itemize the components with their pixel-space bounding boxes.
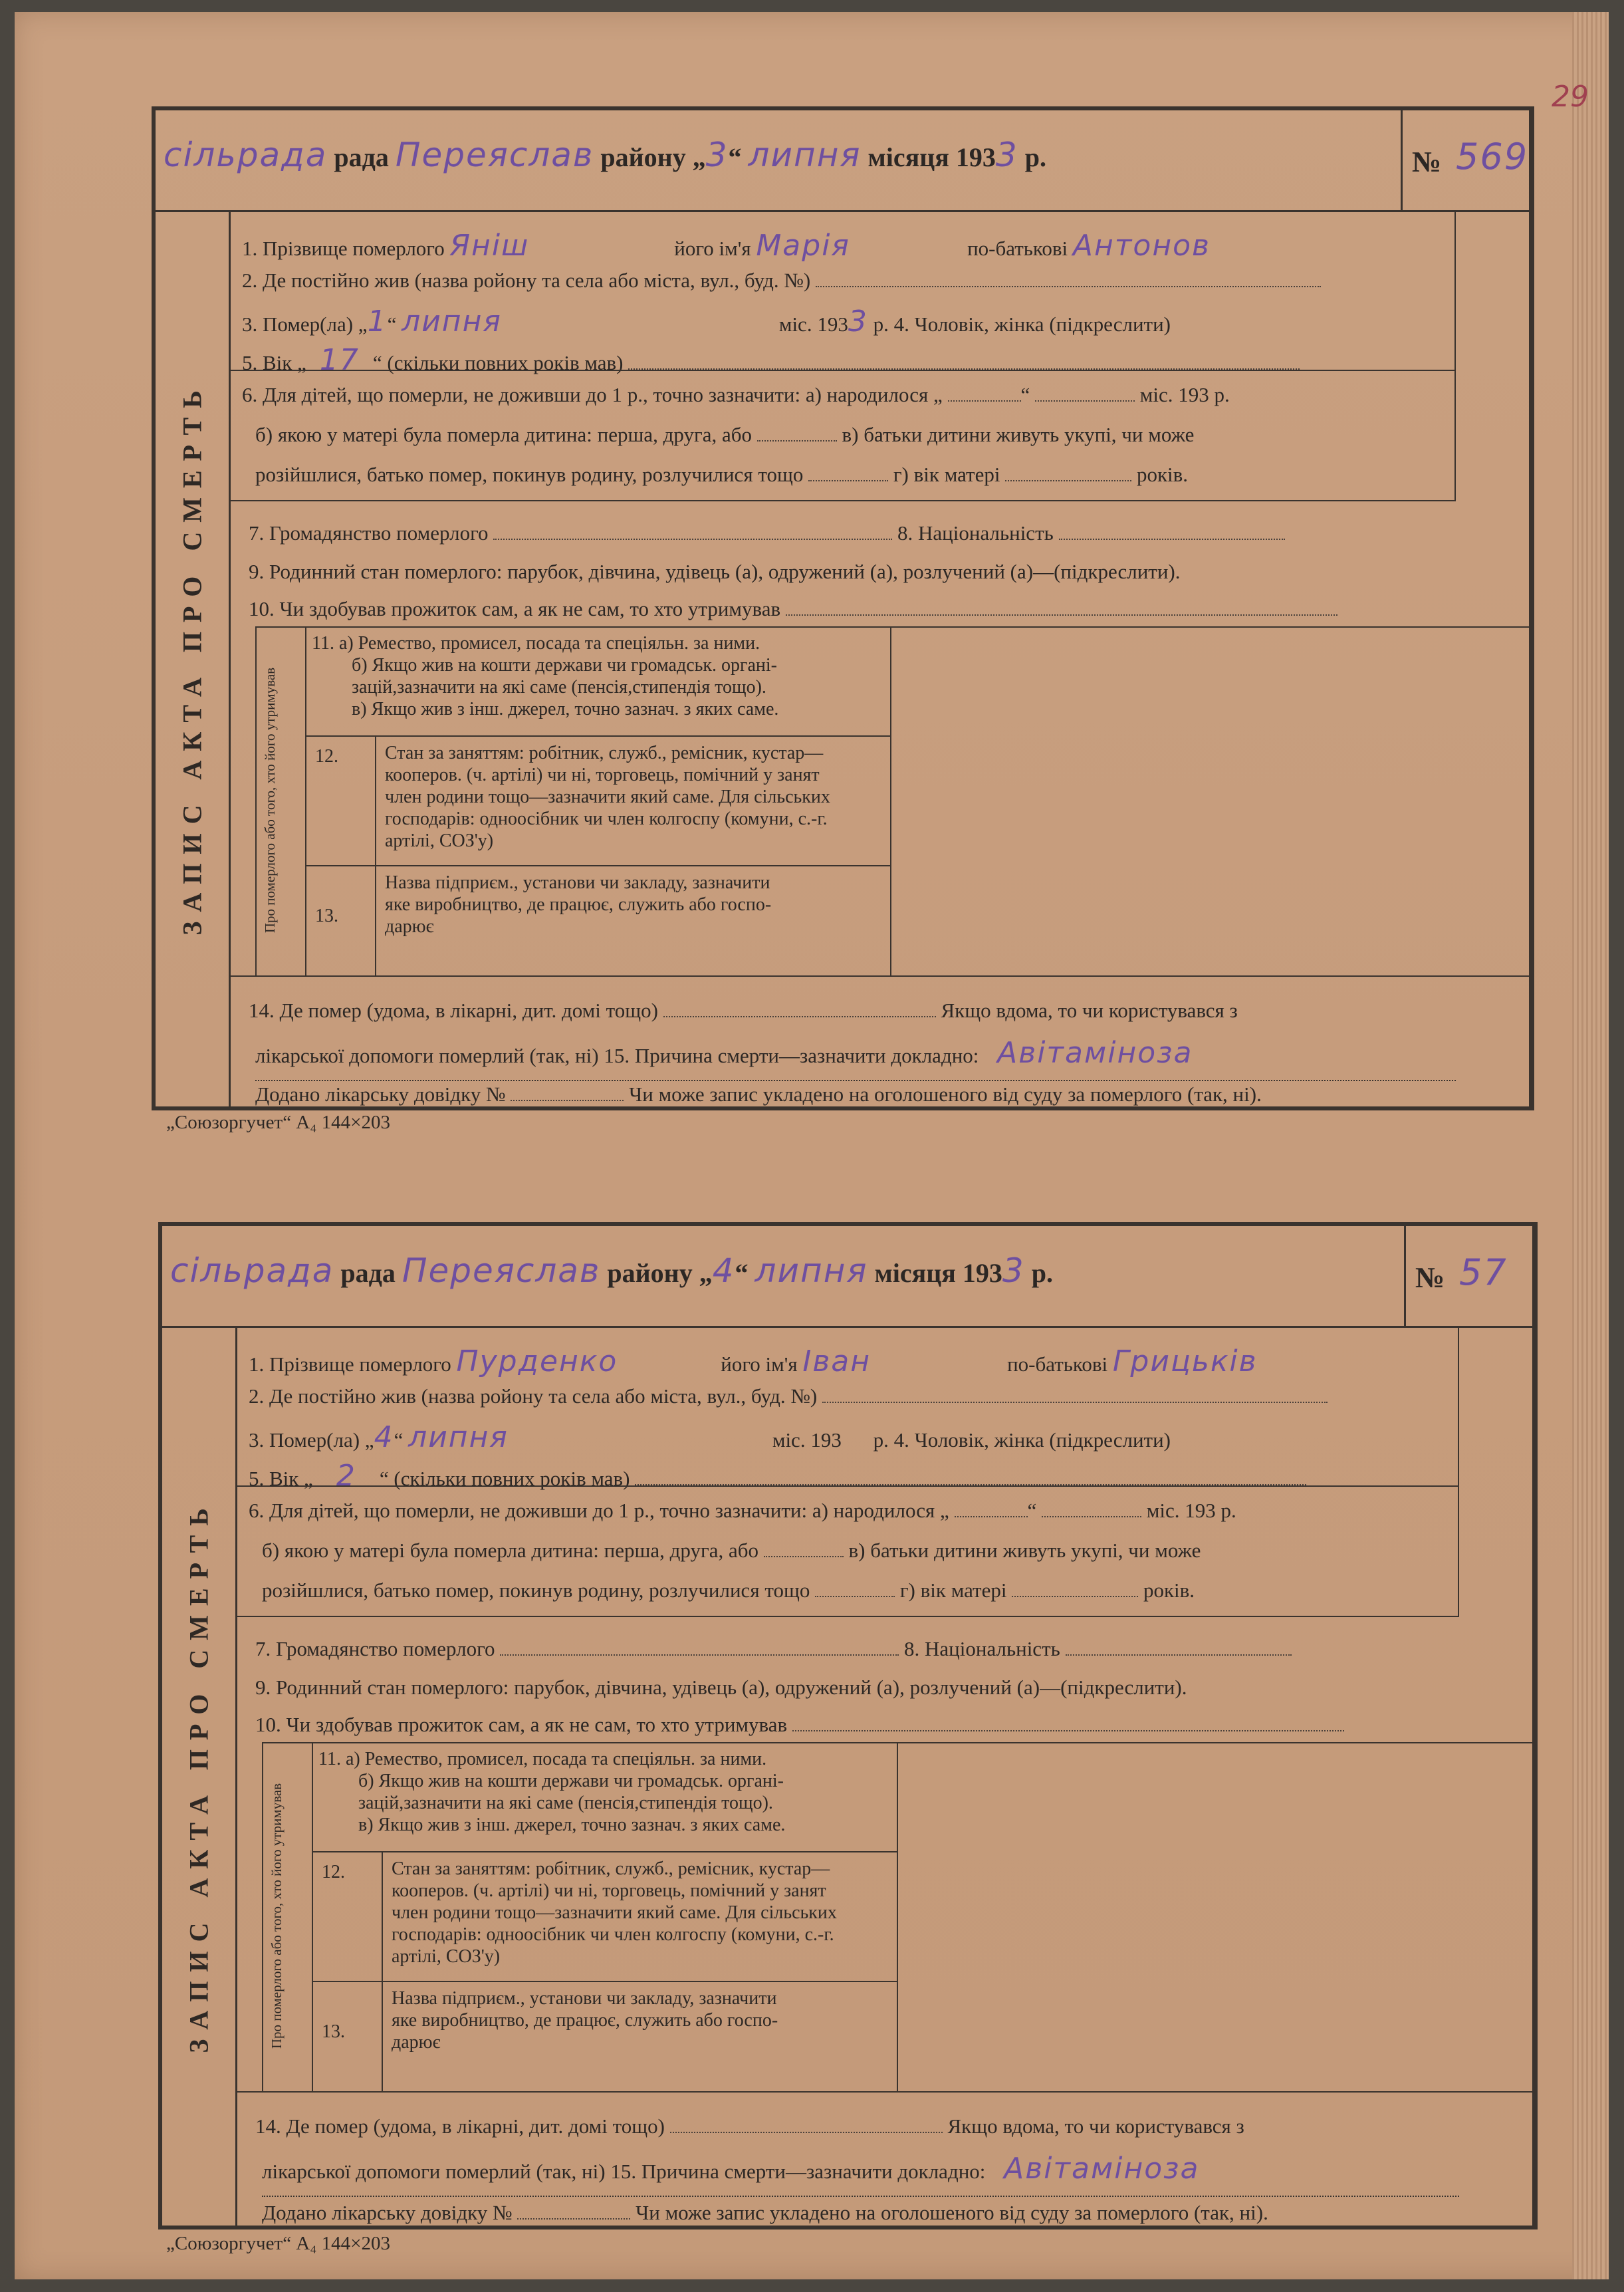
- subtable-rule: [890, 626, 891, 975]
- born-day-field[interactable]: [955, 1516, 1028, 1517]
- citizenship-label: 7. Громадянство померлого: [249, 521, 489, 545]
- quote-close: “: [387, 313, 397, 336]
- support-label: 10. Чи здобував прожиток сам, а як не сам, то хто утримував: [249, 597, 781, 620]
- place-of-death-label: 14. Де помер (удома, в лікарні, дит. домі тощо): [249, 999, 658, 1022]
- divider: [229, 975, 1529, 977]
- line-6c: [255, 463, 1188, 487]
- rada-label: рада: [340, 1258, 396, 1288]
- residence-field[interactable]: [816, 286, 1321, 287]
- line-6b: [262, 1539, 1201, 1563]
- patronymic-label: по-батькові: [967, 237, 1068, 260]
- parents-status-label: розійшлися, батько помер, покинув родину, розлучилися тощо: [262, 1579, 810, 1602]
- line-3: [242, 305, 1171, 338]
- age-label: 5. Вік „: [249, 1467, 313, 1490]
- death-month-field[interactable]: липня: [408, 1420, 509, 1454]
- born-year-label: міс. 193 р.: [1146, 1499, 1236, 1522]
- right-margin-rule: [1458, 1485, 1459, 1616]
- vertical-title: ЗАПИС АКТА ПРО СМЕРТЬ: [183, 1498, 214, 2053]
- line-7: [249, 521, 1285, 545]
- item-12-line: артілі, СОЗ'у): [392, 1946, 501, 1967]
- rotated-section-label: Про померлого або того, хто його утримував: [269, 1783, 285, 2049]
- quote-close: “: [728, 142, 742, 172]
- item-12-text: [392, 1858, 837, 1968]
- years-label: років.: [1136, 463, 1189, 486]
- divider: [235, 1616, 1459, 1617]
- subtable-rule: [375, 735, 376, 865]
- quote-close: “: [1020, 383, 1030, 406]
- child-order-field[interactable]: [757, 440, 837, 442]
- born-day-field[interactable]: [948, 400, 1021, 402]
- item-11a: 11. а) Ремество, промисел, посада та спеціяльн. за ними.: [318, 1749, 767, 1769]
- divider: [229, 500, 1456, 501]
- cause-label: лікарської допомоги померлий (так, ні) 15. Причина смерти—зазначити докладно:: [262, 2160, 986, 2183]
- item-11b: б) Якщо жив на кошти держави чи громадськ. органі-: [352, 655, 778, 676]
- certificate-label: Додано лікарську довідку №: [262, 2201, 513, 2224]
- vertical-title-column: [162, 1326, 237, 2226]
- surname-label: 1. Прізвище померлого: [242, 237, 445, 260]
- name-label: його ім'я: [721, 1352, 798, 1376]
- year-digit-field[interactable]: 3: [1002, 1251, 1025, 1290]
- subtable-rule: [382, 1981, 383, 2091]
- died-label: 3. Помер(ла) „: [249, 1428, 374, 1452]
- name-field[interactable]: Марія: [756, 229, 850, 263]
- year-printed: 193: [955, 142, 996, 172]
- quote-open: „: [699, 1258, 713, 1288]
- name-field[interactable]: Іван: [802, 1344, 871, 1378]
- line-3: [249, 1420, 1171, 1454]
- place-of-death-field[interactable]: [670, 2132, 943, 2133]
- page-number: 29: [1552, 80, 1589, 114]
- item-12-line: господарів: одноосібник чи член колгоспу (комуни, с.-г.: [392, 1924, 834, 1945]
- footer-line: [262, 2201, 1268, 2225]
- patronymic-field[interactable]: Антонов: [1072, 229, 1211, 263]
- born-month-field[interactable]: [1042, 1516, 1141, 1517]
- item-12-line: артілі, СОЗ'у): [385, 830, 494, 851]
- quote-close: “: [394, 1428, 404, 1452]
- line-7: [255, 1637, 1292, 1661]
- line-10: [249, 597, 1337, 621]
- subtable-left-rule: [262, 1742, 263, 2091]
- place-of-death-label: 14. Де помер (удома, в лікарні, дит. домі тощо): [255, 2114, 665, 2138]
- line-14: [255, 2114, 1244, 2138]
- item-12-line: член родини тощо—зазначити який саме. Для сільських: [392, 1902, 837, 1923]
- line-6b: [255, 423, 1194, 447]
- record-number-box: [1401, 110, 1529, 210]
- mother-age-label: г) вік матері: [899, 1579, 1007, 1602]
- item-13-line: дарює: [392, 2032, 441, 2053]
- children-born-label: 6. Для дітей, що померли, не доживши до 1 р., точно зазначити: а) народилося „: [242, 383, 943, 406]
- line-1: [249, 1344, 1258, 1378]
- item-13-line: Назва підприєм., установи чи закладу, зазначити: [392, 1988, 777, 2009]
- line-9: 9. Родинний стан померлого: парубок, дівчина, удівець (а), одружений (а), розлучений (а)—(підкреслити).: [249, 560, 1181, 583]
- children-born-label: 6. Для дітей, що померли, не доживши до 1 р., точно зазначити: а) народилося „: [249, 1499, 949, 1522]
- support-label: 10. Чи здобував прожиток сам, а як не сам, то хто утримував: [255, 1713, 788, 1736]
- item-13-number: 13.: [315, 906, 338, 926]
- rayon-label: району: [600, 142, 686, 172]
- item-11b: б) Якщо жив на кошти держави чи громадськ. органі-: [358, 1771, 784, 1791]
- nationality-field[interactable]: [1059, 539, 1285, 540]
- certificate-field[interactable]: [517, 2218, 630, 2220]
- month-field[interactable]: липня: [748, 136, 862, 174]
- child-order-field[interactable]: [764, 1556, 844, 1557]
- line-2: [242, 269, 1321, 293]
- citizenship-field[interactable]: [500, 1654, 899, 1656]
- medical-help-label: Якщо вдома, то чи користувався з: [941, 999, 1238, 1022]
- day-field[interactable]: 3: [705, 136, 729, 174]
- line-5: [242, 343, 1300, 377]
- divider: [312, 1981, 897, 1982]
- form-header: [162, 1226, 1532, 1328]
- certificate-label: Додано лікарську довідку №: [255, 1082, 506, 1106]
- subtable-rule: [312, 1742, 313, 2091]
- death-month-label: міс. 193: [772, 1428, 842, 1452]
- vertical-title-column: [156, 210, 231, 1106]
- mother-age-field[interactable]: [1012, 1596, 1138, 1597]
- item-12-line: господарів: одноосібник чи член колгоспу (комуни, с.-г.: [385, 809, 828, 829]
- surname-field[interactable]: Яніш: [449, 229, 530, 263]
- support-field[interactable]: [786, 614, 1337, 616]
- age-hint: “ (скільки повних років мав): [372, 351, 624, 374]
- mother-age-label: г) вік матері: [893, 463, 1000, 486]
- death-day-field[interactable]: 4: [374, 1420, 394, 1454]
- record-number-box: [1404, 1226, 1532, 1326]
- certificate-field[interactable]: [511, 1100, 624, 1101]
- item-13-line: яке виробництво, де працює, служить або госпо-: [392, 2010, 778, 2031]
- line-6c: [262, 1579, 1195, 1602]
- item-12-line: кооперов. (ч. артілі) чи ні, торговець, помічний у занят: [385, 765, 820, 785]
- footer-line: [255, 1082, 1262, 1106]
- year-digit-field[interactable]: 3: [995, 136, 1018, 174]
- age-hint: “ (скільки повних років мав): [379, 1467, 630, 1490]
- age-label: 5. Вік „: [242, 351, 306, 374]
- dotted-line: [262, 2196, 1459, 2197]
- line-2: [249, 1384, 1328, 1408]
- printer-mark: „Союзоргучет“ А₄ 144×203: [166, 1112, 390, 1133]
- quote-close: “: [735, 1258, 749, 1288]
- vertical-title: ЗАПИС АКТА ПРО СМЕРТЬ: [177, 381, 207, 936]
- residence-field[interactable]: [822, 1402, 1328, 1403]
- sex-label: р. 4. Чоловік, жінка (підкреслити): [873, 313, 1171, 336]
- line-15: [262, 2152, 1200, 2186]
- age-field[interactable]: 2: [336, 1459, 356, 1493]
- divider: [229, 370, 1456, 371]
- item-12-number: 12.: [315, 746, 338, 767]
- death-month-field[interactable]: липня: [402, 305, 502, 338]
- nationality-label: 8. Національність: [904, 1637, 1060, 1660]
- nationality-label: 8. Національність: [897, 521, 1054, 545]
- item-12-line: Стан за заняттям: робітник, служб., ремісник, кустар—: [385, 743, 824, 763]
- record-number-field[interactable]: 57: [1459, 1251, 1508, 1293]
- header-line: [170, 1251, 1053, 1290]
- item-11: [312, 632, 778, 720]
- item-11c: в) Якщо жив з інш. джерел, точно зазнач. з яких саме.: [358, 1815, 786, 1835]
- line-5: [249, 1459, 1306, 1493]
- subtable-left-rule: [255, 626, 257, 975]
- child-order-label: б) якою у матері була померла дитина: перша, друга, або: [255, 423, 752, 446]
- divider: [305, 735, 890, 737]
- medical-help-label: Якщо вдома, то чи користувався з: [947, 2114, 1244, 2138]
- residence-label: 2. Де постійно жив (назва ройону та села або міста, вул., буд. №): [249, 1384, 818, 1408]
- born-month-field[interactable]: [1035, 400, 1135, 402]
- header-line: [164, 136, 1046, 174]
- number-label: №: [1415, 1261, 1445, 1294]
- death-year-field[interactable]: 3: [848, 305, 868, 338]
- line-1: [242, 229, 1211, 263]
- death-day-field[interactable]: 1: [367, 305, 388, 338]
- cause-label: лікарської допомоги померлий (так, ні) 15. Причина смерти—зазначити докладно:: [255, 1044, 979, 1067]
- item-13-text: [392, 1987, 778, 2053]
- subtable-rule: [897, 1742, 898, 2091]
- item-11b2: зацій,зазначити на які саме (пенсія,стипендія тощо).: [358, 1793, 773, 1813]
- age-field[interactable]: 17: [319, 343, 360, 377]
- divider: [255, 626, 1529, 628]
- death-record-form-1: [152, 106, 1534, 1110]
- divider: [312, 1851, 897, 1852]
- item-11b2: зацій,зазначити на які саме (пенсія,стипендія тощо).: [352, 677, 766, 698]
- quote-close: “: [1027, 1499, 1037, 1522]
- item-13-line: яке виробництво, де працює, служить або госпо-: [385, 894, 772, 915]
- item-12-number: 12.: [322, 1862, 345, 1882]
- subtable-rule: [305, 626, 306, 975]
- parents-status-field[interactable]: [808, 480, 888, 481]
- line-10: [255, 1713, 1344, 1737]
- right-margin-rule: [1458, 1326, 1459, 1485]
- cause-field[interactable]: Авітаміноза: [1004, 2152, 1200, 2186]
- subtable-rule: [382, 1851, 383, 1981]
- death-record-form-2: [158, 1222, 1538, 2229]
- item-11c: в) Якщо жив з інш. джерел, точно зазнач. з яких саме.: [352, 699, 779, 719]
- parents-label: в) батьки дитини живуть укупі, чи може: [842, 423, 1195, 446]
- item-11: [318, 1748, 785, 1836]
- cause-field[interactable]: Авітаміноза: [997, 1036, 1193, 1070]
- quote-open: „: [692, 142, 706, 172]
- child-order-label: б) якою у матері була померла дитина: перша, друга, або: [262, 1539, 758, 1562]
- name-label: його ім'я: [674, 237, 751, 260]
- item-12-line: член родини тощо—зазначити який саме. Для сільських: [385, 787, 830, 807]
- item-12-line: кооперов. (ч. артілі) чи ні, торговець, помічний у занят: [392, 1880, 826, 1901]
- month-label: місяця: [868, 142, 949, 172]
- years-label: років.: [1143, 1579, 1195, 1602]
- court-label: Чи може запис укладено на оголошеного від суду за померлого (так, ні).: [636, 2201, 1268, 2224]
- parents-status-label: розійшлися, батько помер, покинув родину, розлучилися тощо: [255, 463, 804, 486]
- surname-field[interactable]: Пурденко: [456, 1344, 618, 1378]
- line-15: [255, 1036, 1193, 1070]
- line-9: 9. Родинний стан померлого: парубок, дівчина, удівець (а), одружений (а), розлучений (а)—(підкреслити).: [255, 1676, 1187, 1699]
- year-printed: 193: [962, 1258, 1002, 1288]
- line-14: [249, 999, 1238, 1023]
- item-12-line: Стан за заняттям: робітник, служб., ремісник, кустар—: [392, 1858, 830, 1879]
- patronymic-label: по-батькові: [1007, 1352, 1108, 1376]
- rada-label: рада: [334, 142, 389, 172]
- death-month-label: міс. 193: [778, 313, 848, 336]
- sex-label: р. 4. Чоловік, жінка (підкреслити): [873, 1428, 1171, 1452]
- month-field[interactable]: липня: [754, 1251, 868, 1290]
- number-label: №: [1412, 146, 1442, 178]
- parents-label: в) батьки дитини живуть укупі, чи може: [848, 1539, 1201, 1562]
- support-field[interactable]: [792, 1730, 1344, 1731]
- year-suffix: р.: [1031, 1258, 1053, 1288]
- rotated-section-label: Про померлого або того, хто його утримував: [262, 667, 278, 934]
- printer-mark: „Союзоргучет“ А₄ 144×203: [166, 2233, 390, 2254]
- nationality-field[interactable]: [1066, 1654, 1292, 1656]
- day-field[interactable]: 4: [712, 1251, 735, 1290]
- item-12-text: [385, 742, 830, 852]
- rayon-label: району: [607, 1258, 693, 1288]
- subtable-rule: [375, 865, 376, 975]
- right-margin-rule: [1454, 370, 1456, 500]
- item-13-line: дарює: [385, 916, 434, 937]
- born-year-label: міс. 193 р.: [1139, 383, 1230, 406]
- item-11a: 11. а) Ремество, промисел, посада та спеціяльн. за ними.: [312, 633, 760, 654]
- district-field[interactable]: Переяслав: [395, 136, 594, 174]
- place-of-death-field[interactable]: [663, 1016, 936, 1017]
- divider: [235, 1485, 1459, 1487]
- mother-age-field[interactable]: [1005, 480, 1131, 481]
- month-label: місяця: [874, 1258, 956, 1288]
- line-6a: [242, 383, 1230, 407]
- item-13-text: [385, 872, 771, 938]
- parents-status-field[interactable]: [815, 1596, 895, 1597]
- divider: [305, 865, 890, 866]
- page-stack-edge: [1572, 12, 1609, 2279]
- right-margin-rule: [1454, 210, 1456, 370]
- district-field[interactable]: Переяслав: [402, 1251, 601, 1290]
- surname-label: 1. Прізвище померлого: [249, 1352, 451, 1376]
- court-label: Чи може запис укладено на оголошеного від суду за померлого (так, ні).: [629, 1082, 1262, 1106]
- divider: [235, 2091, 1532, 2093]
- died-label: 3. Помер(ла) „: [242, 313, 368, 336]
- item-13-line: Назва підприєм., установи чи закладу, зазначити: [385, 872, 770, 893]
- citizenship-label: 7. Громадянство померлого: [255, 1637, 495, 1660]
- line-6a: [249, 1499, 1236, 1523]
- citizenship-field[interactable]: [493, 539, 892, 540]
- residence-label: 2. Де постійно жив (назва ройону та села або міста, вул., буд. №): [242, 269, 811, 292]
- form-header: [156, 110, 1529, 212]
- council-field[interactable]: сільрада: [170, 1251, 334, 1290]
- record-number-field[interactable]: 569: [1456, 136, 1529, 178]
- patronymic-field[interactable]: Грицьків: [1112, 1344, 1258, 1378]
- year-suffix: р.: [1024, 142, 1046, 172]
- item-13-number: 13.: [322, 2021, 345, 2042]
- council-field[interactable]: сільрада: [164, 136, 328, 174]
- dotted-line: [255, 1080, 1456, 1081]
